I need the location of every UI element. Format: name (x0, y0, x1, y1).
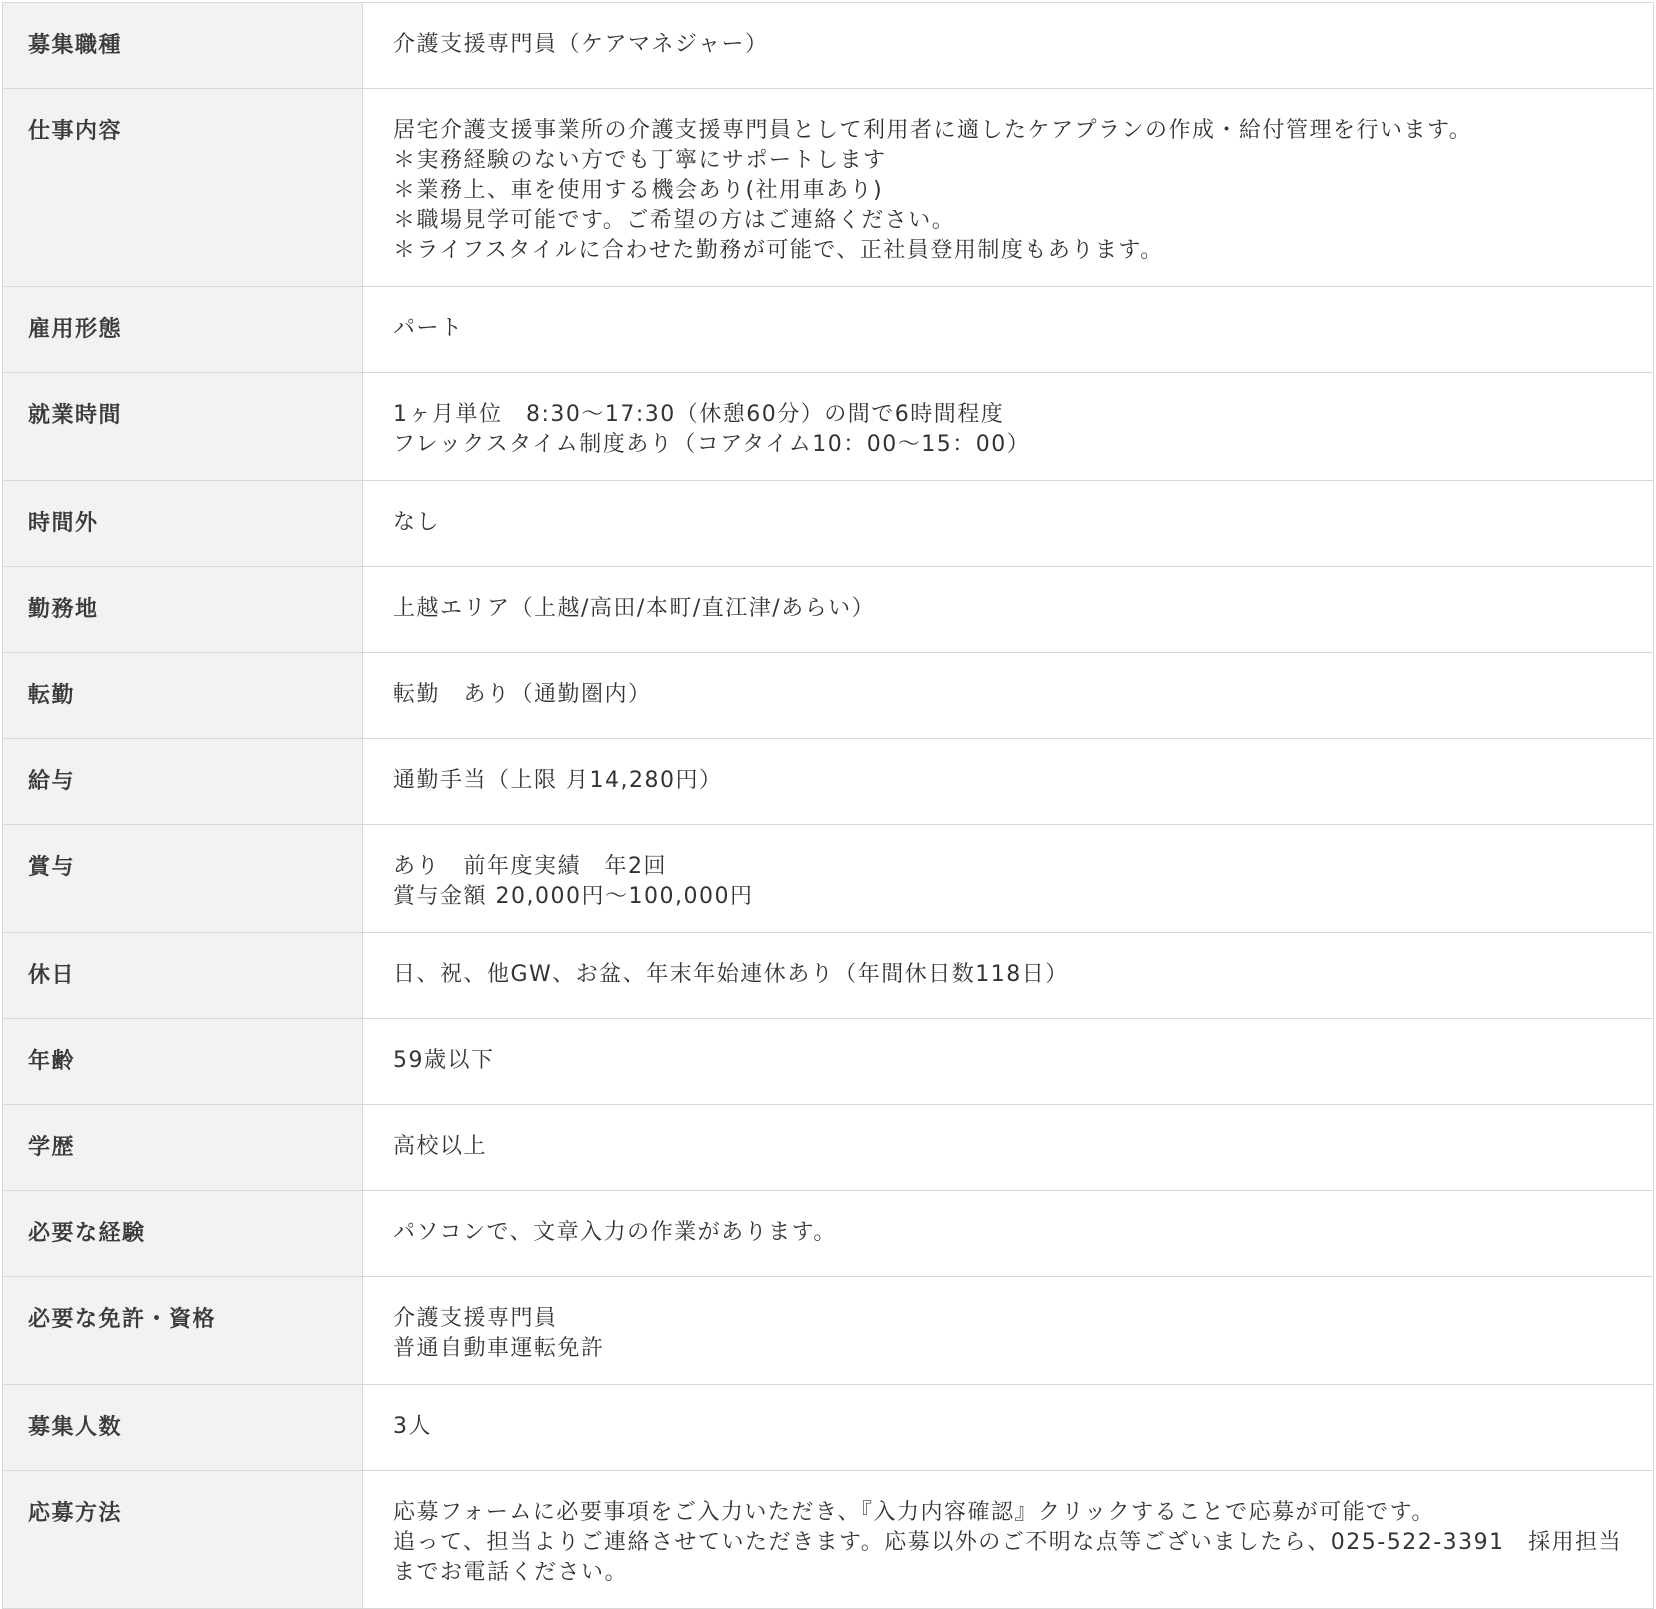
value-line: 1ヶ月単位 8:30〜17:30（休憩60分）の間で6時間程度 (393, 402, 1005, 427)
value-line: フレックスタイム制度あり（コアタイム10：00〜15：00） (393, 432, 1031, 457)
value-line: なし (393, 510, 441, 535)
job-details-body (3, 3, 1654, 1609)
value-line: 賞与金額 20,000円〜100,000円 (393, 884, 754, 909)
value-line: ＊実務経験のない方でも丁寧にサポートします (393, 148, 887, 173)
value-line: 介護支援専門員（ケアマネジャー） (393, 32, 769, 57)
table-row (3, 933, 1654, 1019)
row-value (363, 1019, 1654, 1105)
row-value (363, 481, 1654, 567)
table-row (3, 1019, 1654, 1105)
value-line: 介護支援専門員 (393, 1306, 558, 1331)
value-line: 日、祝、他GW、お盆、年末年始連休あり（年間休日数118日） (393, 962, 1069, 987)
table-row (3, 825, 1654, 933)
table-row (3, 1471, 1654, 1609)
value-line: パソコンで、文章入力の作業があります。 (393, 1220, 837, 1245)
row-label: 雇用形態 (3, 287, 363, 373)
table-row (3, 567, 1654, 653)
value-line: 上越エリア（上越/高田/本町/直江津/あらい） (393, 596, 876, 621)
value-line: 3人 (393, 1414, 432, 1439)
row-value (363, 1385, 1654, 1471)
table-row (3, 481, 1654, 567)
row-label: 募集職種 (3, 3, 363, 89)
row-value (363, 739, 1654, 825)
value-line: 高校以上 (393, 1134, 488, 1159)
row-label: 仕事内容 (3, 89, 363, 287)
table-row (3, 373, 1654, 481)
value-line: 通勤手当（上限 月14,280円） (393, 768, 723, 793)
row-value (363, 1191, 1654, 1277)
value-line: パート (393, 316, 464, 341)
table-row (3, 3, 1654, 89)
row-label: 必要な経験 (3, 1191, 363, 1277)
value-line: 普通自動車運転免許 (393, 1336, 605, 1361)
row-label: 必要な免許・資格 (3, 1277, 363, 1385)
value-line: 応募フォームに必要事項をご入力いただき、『入力内容確認』クリックすることで応募が可能です。 (393, 1500, 1435, 1525)
row-value (363, 653, 1654, 739)
row-value (363, 825, 1654, 933)
row-value (363, 933, 1654, 1019)
row-label: 就業時間 (3, 373, 363, 481)
table-row (3, 1277, 1654, 1385)
row-value (363, 1471, 1654, 1609)
row-value (363, 567, 1654, 653)
table-row (3, 739, 1654, 825)
value-line: 居宅介護支援事業所の介護支援専門員として利用者に適したケアプランの作成・給付管理を行います。 (393, 118, 1473, 143)
row-label: 休日 (3, 933, 363, 1019)
value-line: 追って、担当よりご連絡させていただきます。応募以外のご不明な点等ございましたら、025-522-3391 採用担当までお電話ください。 (393, 1530, 1623, 1585)
value-line: 59歳以下 (393, 1048, 495, 1073)
row-label: 募集人数 (3, 1385, 363, 1471)
row-label: 学歴 (3, 1105, 363, 1191)
row-label: 勤務地 (3, 567, 363, 653)
row-value (363, 89, 1654, 287)
row-value (363, 1105, 1654, 1191)
row-label: 給与 (3, 739, 363, 825)
table-row (3, 1191, 1654, 1277)
table-row (3, 287, 1654, 373)
value-line: 転勤 あり（通勤圏内） (393, 682, 652, 707)
value-line: ＊ライフスタイルに合わせた勤務が可能で、正社員登用制度もあります。 (393, 238, 1164, 263)
row-value (363, 1277, 1654, 1385)
row-label: 年齢 (3, 1019, 363, 1105)
value-line: ＊職場見学可能です。ご希望の方はご連絡ください。 (393, 208, 956, 233)
row-label: 転勤 (3, 653, 363, 739)
row-label: 応募方法 (3, 1471, 363, 1609)
table-row (3, 1105, 1654, 1191)
value-line: ＊業務上、車を使用する機会あり(社用車あり) (393, 178, 884, 203)
value-line: あり 前年度実績 年2回 (393, 854, 667, 879)
row-value (363, 3, 1654, 89)
table-row (3, 89, 1654, 287)
table-row (3, 653, 1654, 739)
row-label: 賞与 (3, 825, 363, 933)
job-details-table (2, 2, 1654, 1609)
table-row (3, 1385, 1654, 1471)
row-value (363, 373, 1654, 481)
row-label: 時間外 (3, 481, 363, 567)
row-value (363, 287, 1654, 373)
